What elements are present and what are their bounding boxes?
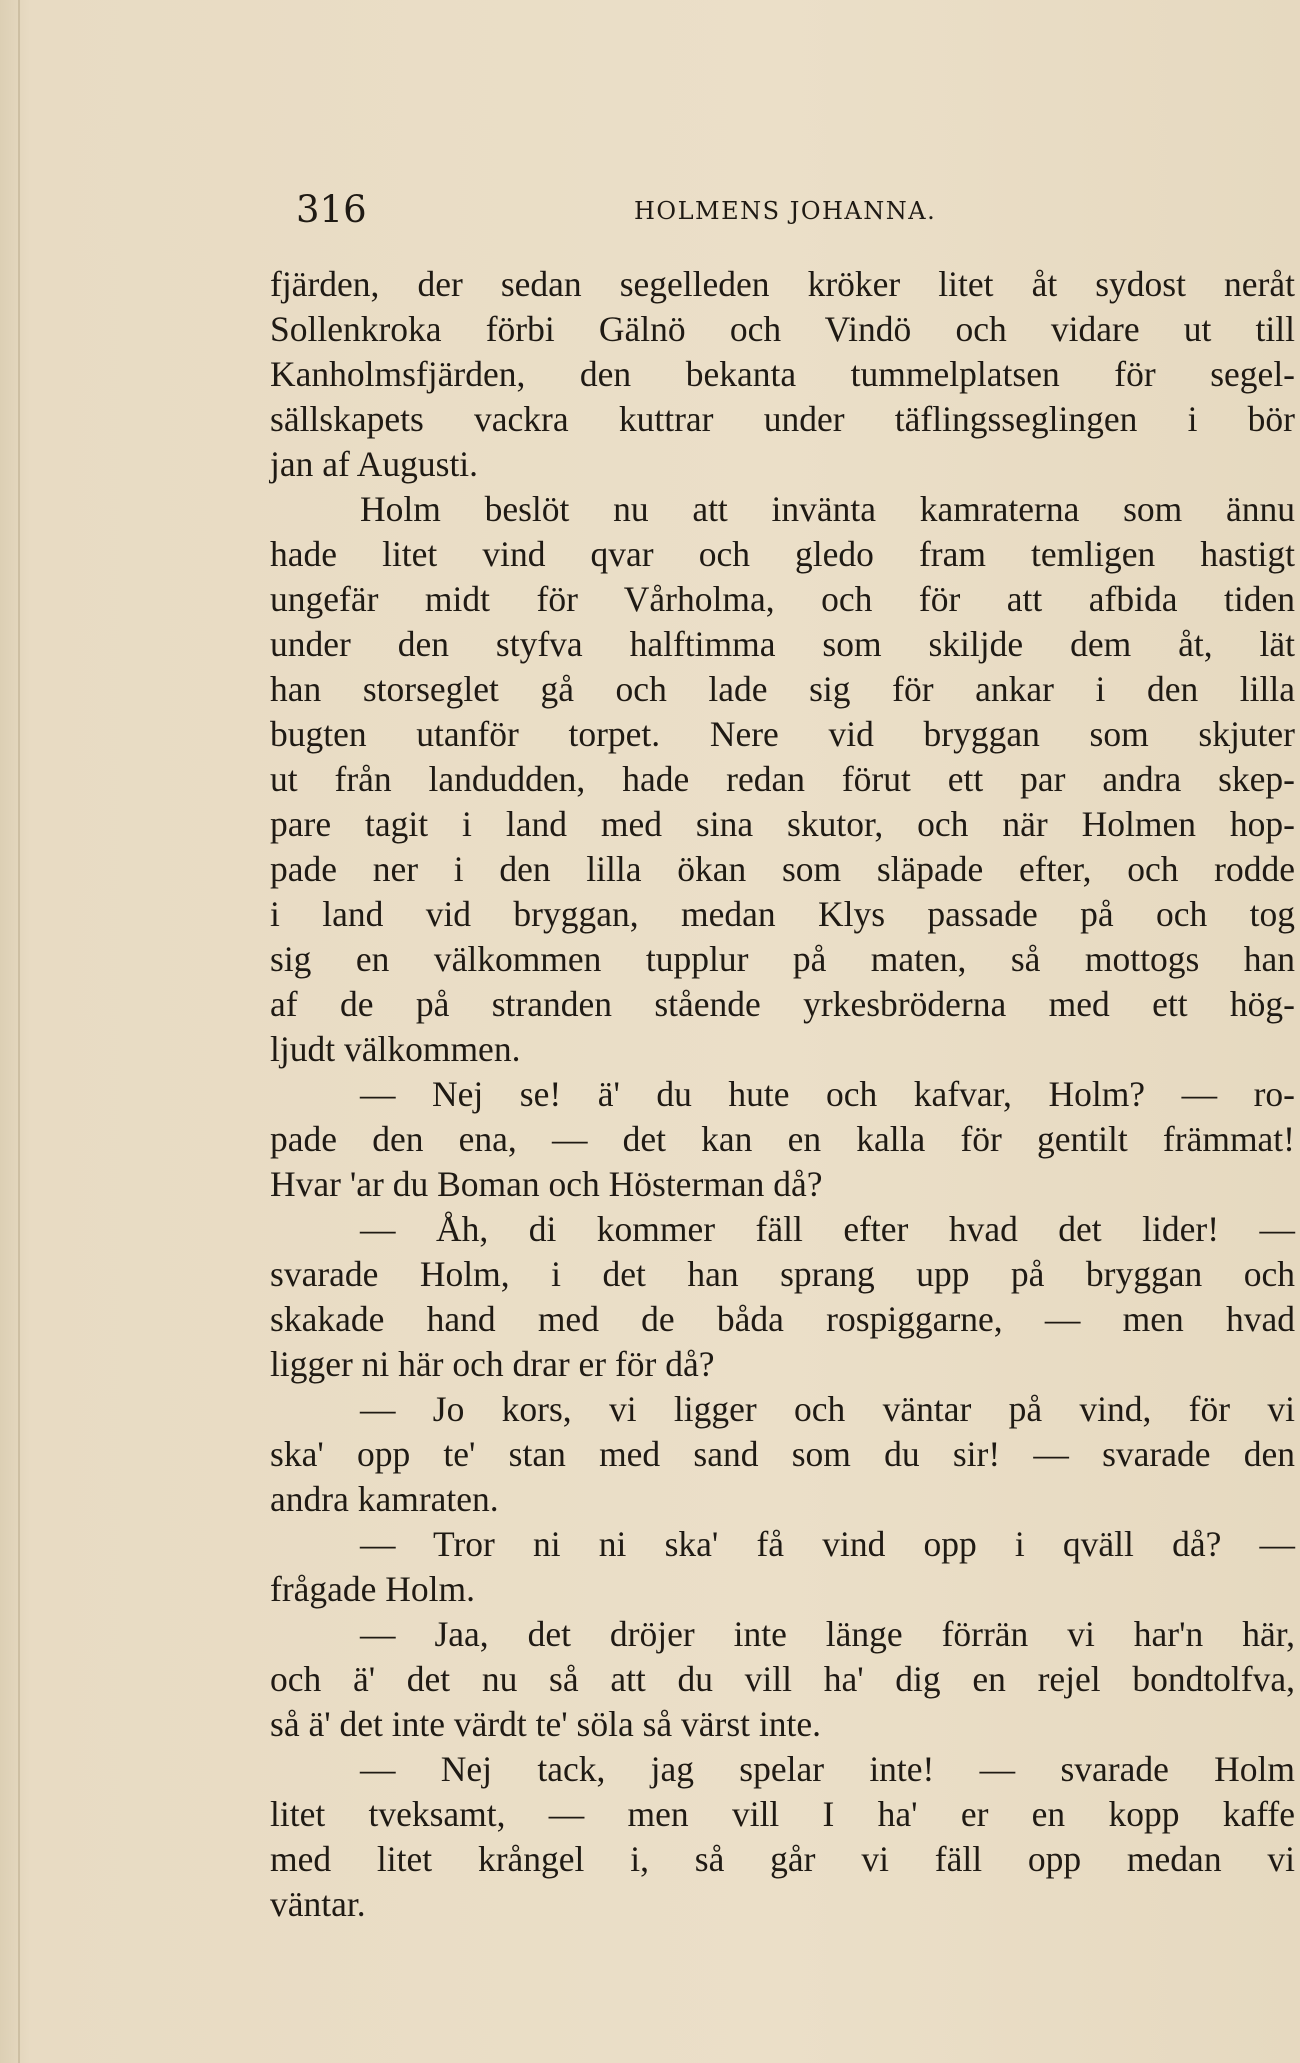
text-line: ska' opp te' stan med sand som du sir! — svarade den — [270, 1434, 1295, 1474]
text-line: Holm beslöt nu att invänta kamraterna som ännu — [360, 489, 1295, 529]
running-head: HOLMENS JOHANNA. — [634, 197, 937, 225]
text-line: frågade Holm. — [270, 1569, 476, 1609]
text-line: hade litet vind qvar och gledo fram temligen hastigt — [270, 534, 1295, 574]
text-line: han storseglet gå och lade sig för ankar i den lilla — [270, 669, 1295, 709]
text-line: skakade hand med de båda rospiggarne, — men hvad — [270, 1299, 1295, 1339]
page-header — [296, 188, 996, 231]
text-line: Hvar 'ar du Boman och Hösterman då? — [270, 1164, 823, 1204]
text-line: af de på stranden stående yrkesbröderna med ett hög- — [270, 984, 1295, 1024]
text-line: Sollenkroka förbi Gälnö och Vindö och vidare ut till — [270, 309, 1295, 349]
text-line: pade den ena, — det kan en kalla för gentilt främmat! — [270, 1119, 1295, 1159]
text-line: andra kamraten. — [270, 1479, 499, 1519]
text-line: — Åh, di kommer fäll efter hvad det lider! — — [360, 1209, 1295, 1249]
text-line: — Nej se! ä' du hute och kafvar, Holm? — ro- — [360, 1074, 1295, 1114]
text-line: pare tagit i land med sina skutor, och när Holmen hop- — [270, 804, 1295, 844]
text-line: sällskapets vackra kuttrar under täflingsseglingen i bör — [270, 399, 1295, 439]
text-line: pade ner i den lilla ökan som släpade efter, och rodde — [270, 849, 1295, 889]
body-text — [270, 262, 1295, 1927]
text-line: ligger ni här och drar er för då? — [270, 1344, 715, 1384]
text-line: litet tveksamt, — men vill I ha' er en kopp kaffe — [270, 1794, 1295, 1834]
text-line: väntar. — [270, 1884, 366, 1924]
text-line: — Jaa, det dröjer inte länge förrän vi har'n här, — [360, 1614, 1295, 1654]
text-line: så ä' det inte värdt te' söla så värst inte. — [270, 1704, 822, 1744]
text-line: bugten utanför torpet. Nere vid bryggan som skjuter — [270, 714, 1295, 754]
page-number: 316 — [296, 188, 367, 231]
text-line: svarade Holm, i det han sprang upp på bryggan och — [270, 1254, 1295, 1294]
text-line: ungefär midt för Vårholma, och för att afbida tiden — [270, 579, 1295, 619]
text-line: — Nej tack, jag spelar inte! — svarade Holm — [360, 1749, 1295, 1789]
text-line: ut från landudden, hade redan förut ett par andra skep- — [270, 759, 1295, 799]
text-line: med litet krångel i, så går vi fäll opp medan vi — [270, 1839, 1295, 1879]
text-line: ljudt välkommen. — [270, 1029, 521, 1069]
page-edge — [18, 0, 20, 2063]
text-line: — Jo kors, vi ligger och väntar på vind, för vi — [360, 1389, 1295, 1429]
text-line: Kanholmsfjärden, den bekanta tummelplatsen för segel- — [270, 354, 1295, 394]
text-line: i land vid bryggan, medan Klys passade på och tog — [270, 894, 1295, 934]
text-line: sig en välkommen tupplur på maten, så mottogs han — [270, 939, 1295, 979]
text-line: fjärden, der sedan segelleden kröker litet åt sydost neråt — [270, 264, 1295, 304]
text-line: jan af Augusti. — [270, 444, 479, 484]
text-line: under den styfva halftimma som skiljde dem åt, lät — [270, 624, 1295, 664]
text-line: och ä' det nu så att du vill ha' dig en rejel bondtolfva, — [270, 1659, 1295, 1699]
text-line: — Tror ni ni ska' få vind opp i qväll då? — — [360, 1524, 1295, 1564]
